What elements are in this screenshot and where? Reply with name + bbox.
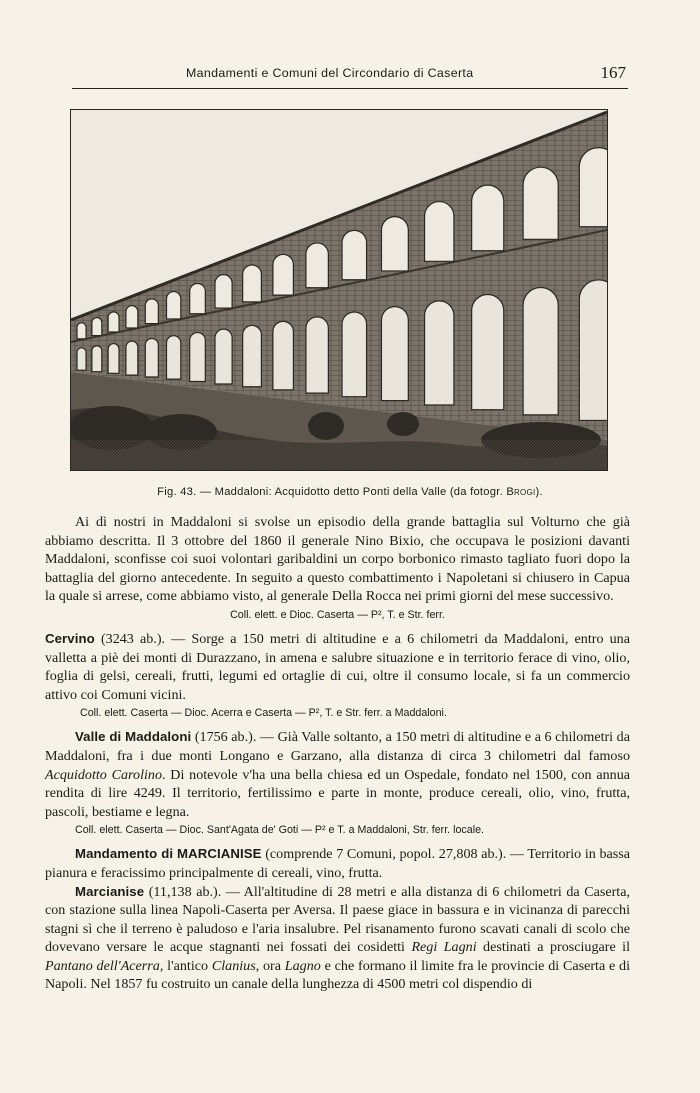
aqueduct-arch [425,301,454,405]
aqueduct-arch [523,288,558,415]
aqueduct-arch [108,312,119,332]
entry-italic-acquidotto: Acquidotto Carolino [45,766,162,783]
entry-text-cervino: (3243 ab.). — Sorge a 150 metri di altitudine e a 6 chilometri da Maddaloni, entro una valletta a piè dei monti di Durazzano, in amena e salubre situazione e in territorio ferace di vino, olio, foglia di gelsi, cereali, frutti, legumi ed ortaglie di cui, oltre il consumo locale, si fa un commercio attivo coi Comuni vicini. [45,630,630,703]
aqueduct-arch [190,333,206,382]
entry-mandamento-marcianise [45,845,630,882]
entry-valle-di-maddaloni [45,728,630,821]
aqueduct-arch [579,280,607,420]
page-number: 167 [600,63,626,82]
entry-heading-marcianise: Marcianise [75,883,145,899]
source-note-valle: Coll. elett. Caserta — Dioc. Sant'Agata de' Goti — P² e T. a Maddaloni, Str. ferr. locale. [75,824,485,837]
entry-text-marcianise-e: e che formano il limite fra le provincie di Caserta e di Napoli. Nel 1857 fu costruito un canale della lunghezza di 4500 metri col dispendio di [45,957,631,993]
aqueduct-arch [425,202,454,262]
aqueduct-arch [381,217,408,271]
aqueduct-arch [243,265,262,302]
caption-label: Fig. 43. — Maddaloni: Acquidotto detto Ponti della Valle (da fotogr. [157,486,507,498]
aqueduct-arch [273,254,294,295]
aqueduct-arch [145,339,158,377]
aqueduct-arch [92,318,102,336]
entry-text-mandamento: (comprende 7 Comuni, popol. 27,808 ab.). — Territorio in bassa pianura e feracissimo principalmente di cereali, vino, frutta. [45,846,630,881]
entry-italic-regi-lagni: Regi Lagni [411,939,477,956]
caption-credit: Brogi [506,486,536,498]
aqueduct-arch [381,307,408,401]
aqueduct-arch [579,148,607,227]
entry-italic-clanius: Clanius [211,957,256,974]
aqueduct-arch [92,346,102,372]
aqueduct-arch [108,344,119,374]
aqueduct-illustration [71,110,607,470]
aqueduct-arch [273,321,294,389]
entry-italic-lagno: Lagno [284,957,321,974]
aqueduct-arch [167,336,181,379]
aqueduct-arch [306,317,328,393]
entry-text-valle-a: (1756 ab.). — Già Valle soltanto, a 150 metri di altitudine e a 6 chilometri da Maddaloni, fra i due monti Longano e Garzano, alla distanza di circa 3 chilometri dal famoso [45,729,630,764]
aqueduct-arch [126,306,138,328]
aqueduct-arch [167,292,181,319]
entry-marcianise [45,883,630,995]
entry-heading-mandamento: Mandamento di MARCIANISE [75,846,262,862]
entry-text-marcianise-b: destinati a prosciugare il [476,939,630,956]
source-note-cervino: Coll. elett. Caserta — Dioc. Acerra e Caserta — P², T. e Str. ferr. a Maddaloni. [80,707,447,720]
aqueduct-arch [243,325,262,386]
aqueduct-arch [215,275,232,308]
entry-heading-valle: Valle di Maddaloni [75,729,192,745]
aqueduct-arch [77,348,86,370]
figure-caption [70,486,630,498]
paragraph-battle: Ai dì nostri in Maddaloni si svolse un episodio della grande battaglia sul Volturno che già abbiamo descritta. Il 3 ottobre del 1860 il generale Nino Bixio, che occupava le posizioni davanti Maddaloni, sconfisse coi suoi volontari garibaldini un corpo borbonico rimasto tagliato fuori dopo la battaglia del giorno antecedente. In seguito a questo combattimento i Napoletani si chiusero in Capua la quale si arrese, come abbiamo visto, al generale Della Rocca nei primi giorni del mese successivo. [45,514,630,605]
figure-aqueduct-engraving [70,109,608,471]
aqueduct-arch [523,167,558,239]
aqueduct-arch [306,243,328,288]
entry-text-marcianise-a: (11,138 ab.). — All'altitudine di 28 metri e alla distanza di 6 chilometri da Caserta, con stazione sulla linea Napoli-Caserta per Aversa. Il paese giace in bassura e in vicinanza di parecchi stagni sì che il terreno è paludoso e l'aria insalubre. Pel risanamento furono scavati canali di scolo che dovevano versare le acque stagnanti nei fossati dei cosidetti [45,883,630,956]
aqueduct-arch [472,294,504,409]
running-header [72,58,628,89]
entry-text-marcianise-c: , l'antico [159,957,212,974]
aqueduct-arch [190,283,206,313]
entry-heading-cervino: Cervino [45,630,95,646]
source-note-battle: Coll. elett. e Dioc. Caserta — P², T. e Str. ferr. [230,608,445,621]
header-title: Mandamenti e Comuni del Circondario di Caserta [186,66,474,80]
entry-text-valle-b: . Di notevole v'ha una bella chiesa ed un Ospedale, fondato nel 1500, con annua rendita di lire 4249. Il territorio, fertilissimo e parte in monte, produce cereali, olio, vino, frutta, pascoli, bestiame e legna. [45,766,630,820]
aqueduct-arch [342,312,367,397]
entry-cervino [45,630,630,704]
aqueduct-arch [126,341,138,375]
entry-italic-pantano: Pantano dell'Acerra [45,957,160,974]
caption-close: ). [535,486,543,498]
body-text [45,513,630,994]
aqueduct-arch [77,323,86,339]
aqueduct-arch [215,329,232,384]
aqueduct-arch [472,185,504,251]
aqueduct-arch [145,299,158,324]
entry-text-marcianise-d: , ora [255,957,285,974]
aqueduct-arch [342,230,367,279]
